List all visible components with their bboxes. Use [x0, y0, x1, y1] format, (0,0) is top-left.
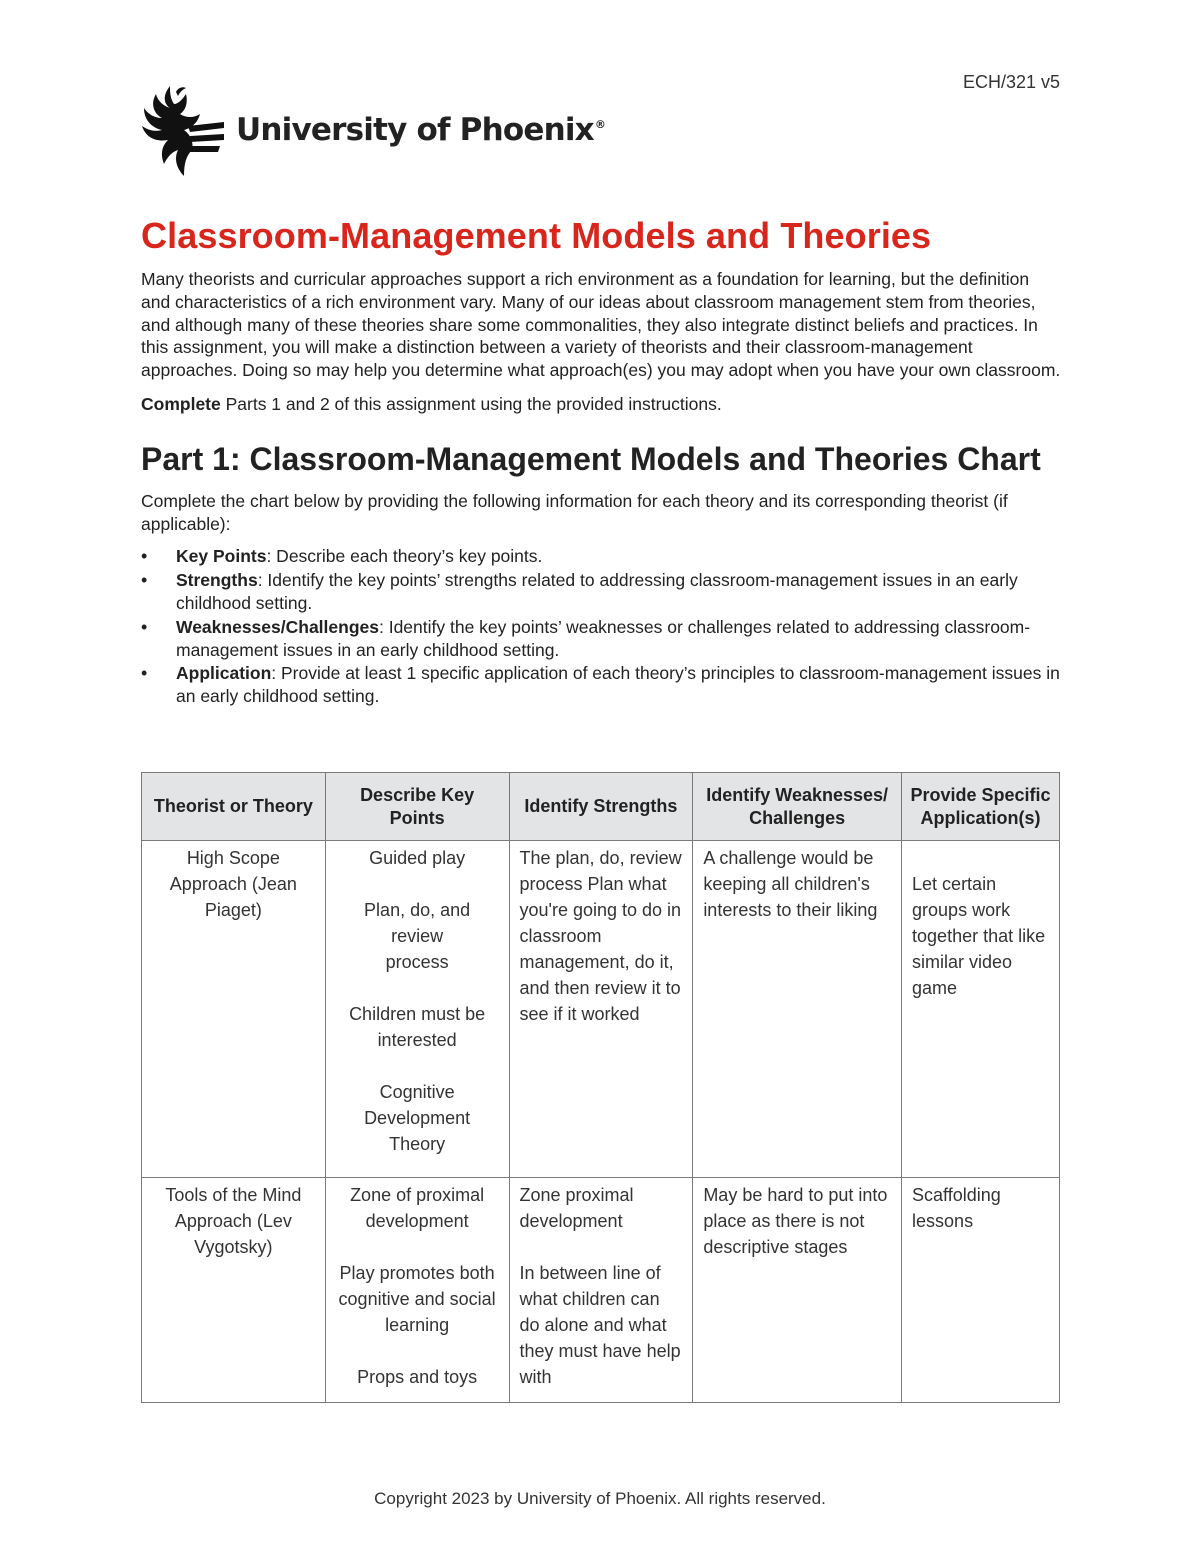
bullet-strengths: • Strengths: Identify the key points’ strengths related to addressing classroom-management issues in an early childhood setting. — [141, 569, 1061, 615]
table-row — [142, 841, 1060, 1178]
copyright-footer: Copyright 2023 by University of Phoenix. All rights reserved. — [374, 1489, 826, 1508]
university-logo — [140, 82, 605, 178]
cell-theorist: High Scope Approach (Jean Piaget) — [142, 841, 326, 1178]
cell-strengths: Zone proximal development In between line of what children can do alone and what they must have help with — [509, 1178, 693, 1403]
header-weaknesses: Identify Weaknesses/ Challenges — [693, 773, 902, 841]
cell-key-points: Guided play Plan, do, and review process Children must be interested Cognitive Development Theory — [325, 841, 509, 1178]
chart-intro: Complete the chart below by providing the following information for each theory and its corresponding theorist (if applicable): — [141, 490, 1008, 534]
document-title: Classroom-Management Models and Theories — [141, 215, 932, 256]
table-header-row — [142, 773, 1060, 841]
cell-application: Let certain groups work together that like similar video game — [902, 841, 1060, 1178]
cell-weaknesses: May be hard to put into place as there is not descriptive stages — [693, 1178, 902, 1403]
header-application: Provide Specific Application(s) — [902, 773, 1060, 841]
complete-instruction: Complete Parts 1 and 2 of this assignment using the provided instructions. — [141, 393, 722, 414]
bullet-key-points: • Key Points: Describe each theory’s key points. — [141, 545, 1061, 568]
course-code: ECH/321 v5 — [962, 72, 1060, 92]
header-theorist: Theorist or Theory — [142, 773, 326, 841]
part1-heading: Part 1: Classroom-Management Models and Theories Chart — [141, 440, 1041, 477]
bullet-application: • Application: Provide at least 1 specific application of each theory’s principles to classroom-management issues in an early childhood setting. — [141, 662, 1061, 708]
document-body — [141, 212, 1061, 709]
cell-key-points: Zone of proximal development Play promotes both cognitive and social learning Props and toys — [325, 1178, 509, 1403]
cell-weaknesses: A challenge would be keeping all children's interests to their liking — [693, 841, 902, 1178]
header-key-points: Describe Key Points — [325, 773, 509, 841]
theories-chart — [141, 772, 1060, 1403]
cell-theorist: Tools of the Mind Approach (Lev Vygotsky) — [142, 1178, 326, 1403]
logo-wordmark: University of Phoenix® — [236, 111, 606, 148]
instruction-list — [141, 545, 1061, 708]
intro-paragraph: Many theorists and curricular approaches support a rich environment as a foundation for learning, but the definition and characteristics of a rich environment vary. Many of our ideas about classroom management stem from theories, and although many of these theories share some commonalities, they also integrate distinct beliefs and practices. In this assignment, you will make a distinction between a variety of theorists and their classroom-management approaches. Doing so may help you determine what approach(es) you may adopt when you have your own classroom. — [141, 269, 1061, 381]
table-row — [142, 1178, 1060, 1403]
bullet-weaknesses: • Weaknesses/Challenges: Identify the key points’ weaknesses or challenges related to addressing classroom-management issues in an early childhood setting. — [141, 616, 1061, 662]
phoenix-bird-icon — [140, 82, 226, 178]
cell-strengths: The plan, do, review process Plan what you're going to do in classroom management, do it, and then review it to see if it worked — [509, 841, 693, 1178]
cell-application: Scaffolding lessons — [902, 1178, 1060, 1403]
header-strengths: Identify Strengths — [509, 773, 693, 841]
